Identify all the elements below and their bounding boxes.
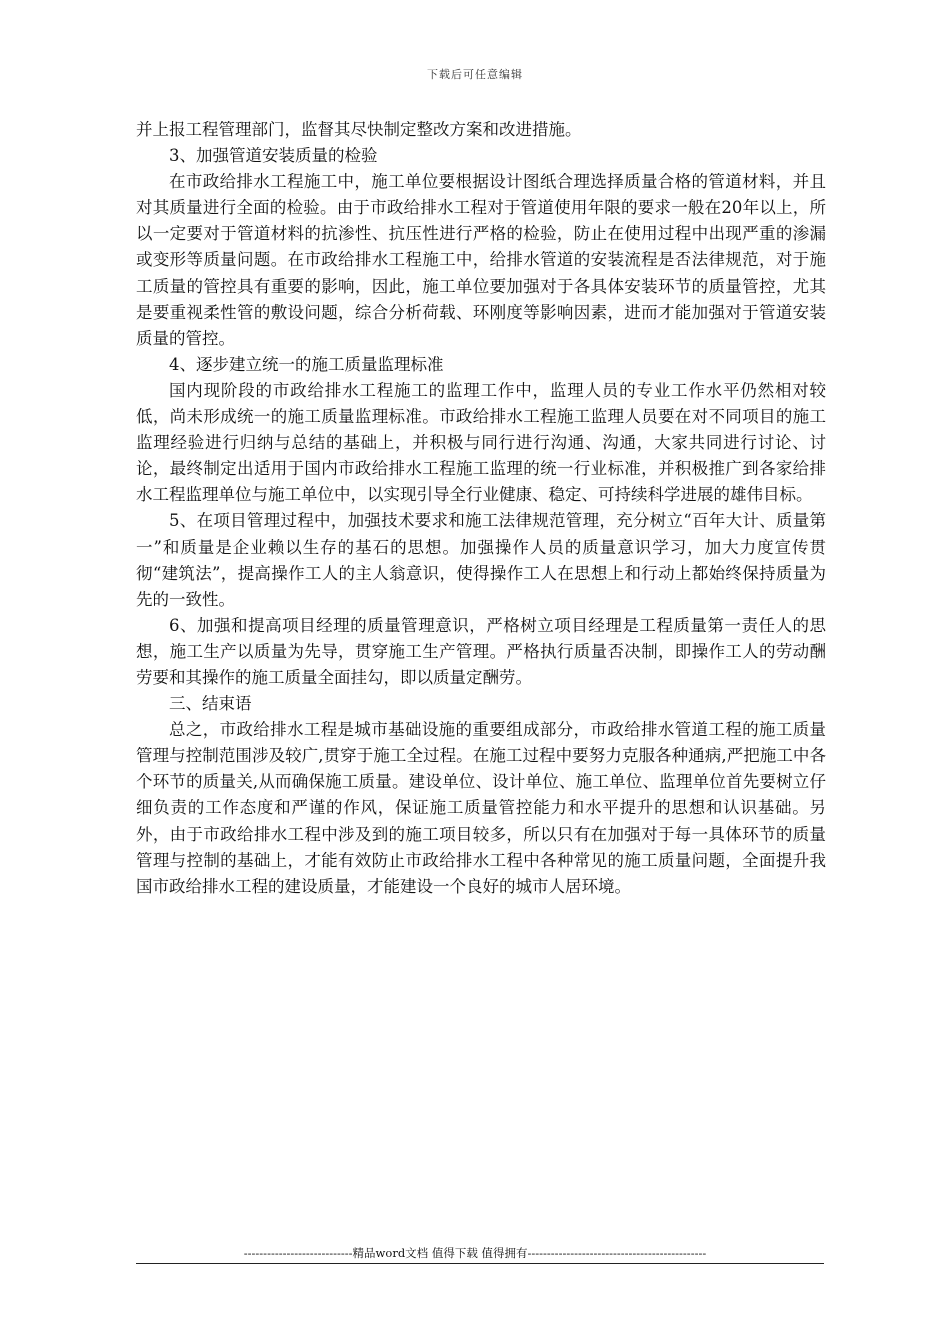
document-body	[136, 117, 826, 900]
section-heading: 4、逐步建立统一的施工质量监理标准	[169, 354, 444, 374]
section-heading: 三、结束语	[169, 694, 252, 714]
section-heading: 3、加强管道安装质量的检验	[169, 146, 378, 166]
page-header: 下载后可任意编辑	[427, 68, 523, 81]
paragraph: 总之，市政给排水工程是城市基础设施的重要组成部分，市政给排水管道工程的施工质量管理与控制范围涉及较广,贯穿于施工全过程。在施工过程中要努力克服各种通病,严把施工中各个环节的质量关,从而确保施工质量。建设单位、设计单位、施工单位、监理单位首先要树立仔细负责的工作态度和严谨的作风，保证施工质量管控能力和水平提升的思想和认识基础。另外，由于市政给排水工程中涉及到的施工项目较多，所以只有在加强对于每一具体环节的质量管理与控制的基础上，才能有效防止市政给排水工程中各种常见的施工质量问题，全面提升我国市政给排水工程的建设质量，才能建设一个良好的城市人居环境。	[136, 720, 826, 896]
paragraph: 并上报工程管理部门，监督其尽快制定整改方案和改进措施。	[136, 120, 582, 139]
paragraph: 国内现阶段的市政给排水工程施工的监理工作中，监理人员的专业工作水平仍然相对较低，尚未形成统一的施工质量监理标准。市政给排水工程施工监理人员要在对不同项目的施工监理经验进行归纳与总结的基础上，并积极与同行进行沟通、沟通，大家共同进行讨论、讨论，最终制定出适用于国内市政给排水工程施工监理的统一行业标准，并积极推广到各家给排水工程监理单位与施工单位中，以实现引导全行业健康、稳定、可持续科学进展的雄伟目标。	[136, 380, 826, 505]
paragraph: 6、加强和提高项目经理的质量管理意识，严格树立项目经理是工程质量第一责任人的思想，施工生产以质量为先导，贯穿施工生产管理。严格执行质量否决制，即操作工人的劳动酬劳要和其操作的施工质量全面挂勾，即以质量定酬劳。	[136, 615, 826, 687]
footer-divider	[136, 1263, 824, 1264]
paragraph: 5、在项目管理过程中，加强技术要求和施工法律规范管理，充分树立“百年大计、质量第一”和质量是企业赖以生存的基石的思想。加强操作人员的质量意识学习，加大力度宣传贯彻“建筑法”，提高操作工人的主人翁意识，使得操作工人在思想上和行动上都始终保持质量为先的一致性。	[136, 511, 826, 609]
paragraph: 在市政给排水工程施工中，施工单位要根据设计图纸合理选择质量合格的管道材料，并且对其质量进行全面的检验。由于市政给排水工程对于管道使用年限的要求一般在20年以上，所以一定要对于管道材料的抗渗性、抗压性进行严格的检验，防止在使用过程中出现严重的渗漏或变形等质量问题。在市政给排水工程施工中，给排水管道的安装流程是否法律规范，对于施工质量的管控具有重要的影响，因此，施工单位要加强对于各具体安装环节的质量管控，尤其是要重视柔性管的敷设问题，综合分析荷载、环刚度等影响因素，进而才能加强对于管道安装质量的管控。	[136, 172, 826, 348]
page-footer: ----------------------------精品word文档 值得下载 值得拥有----------------------------------------------	[243, 1246, 707, 1260]
